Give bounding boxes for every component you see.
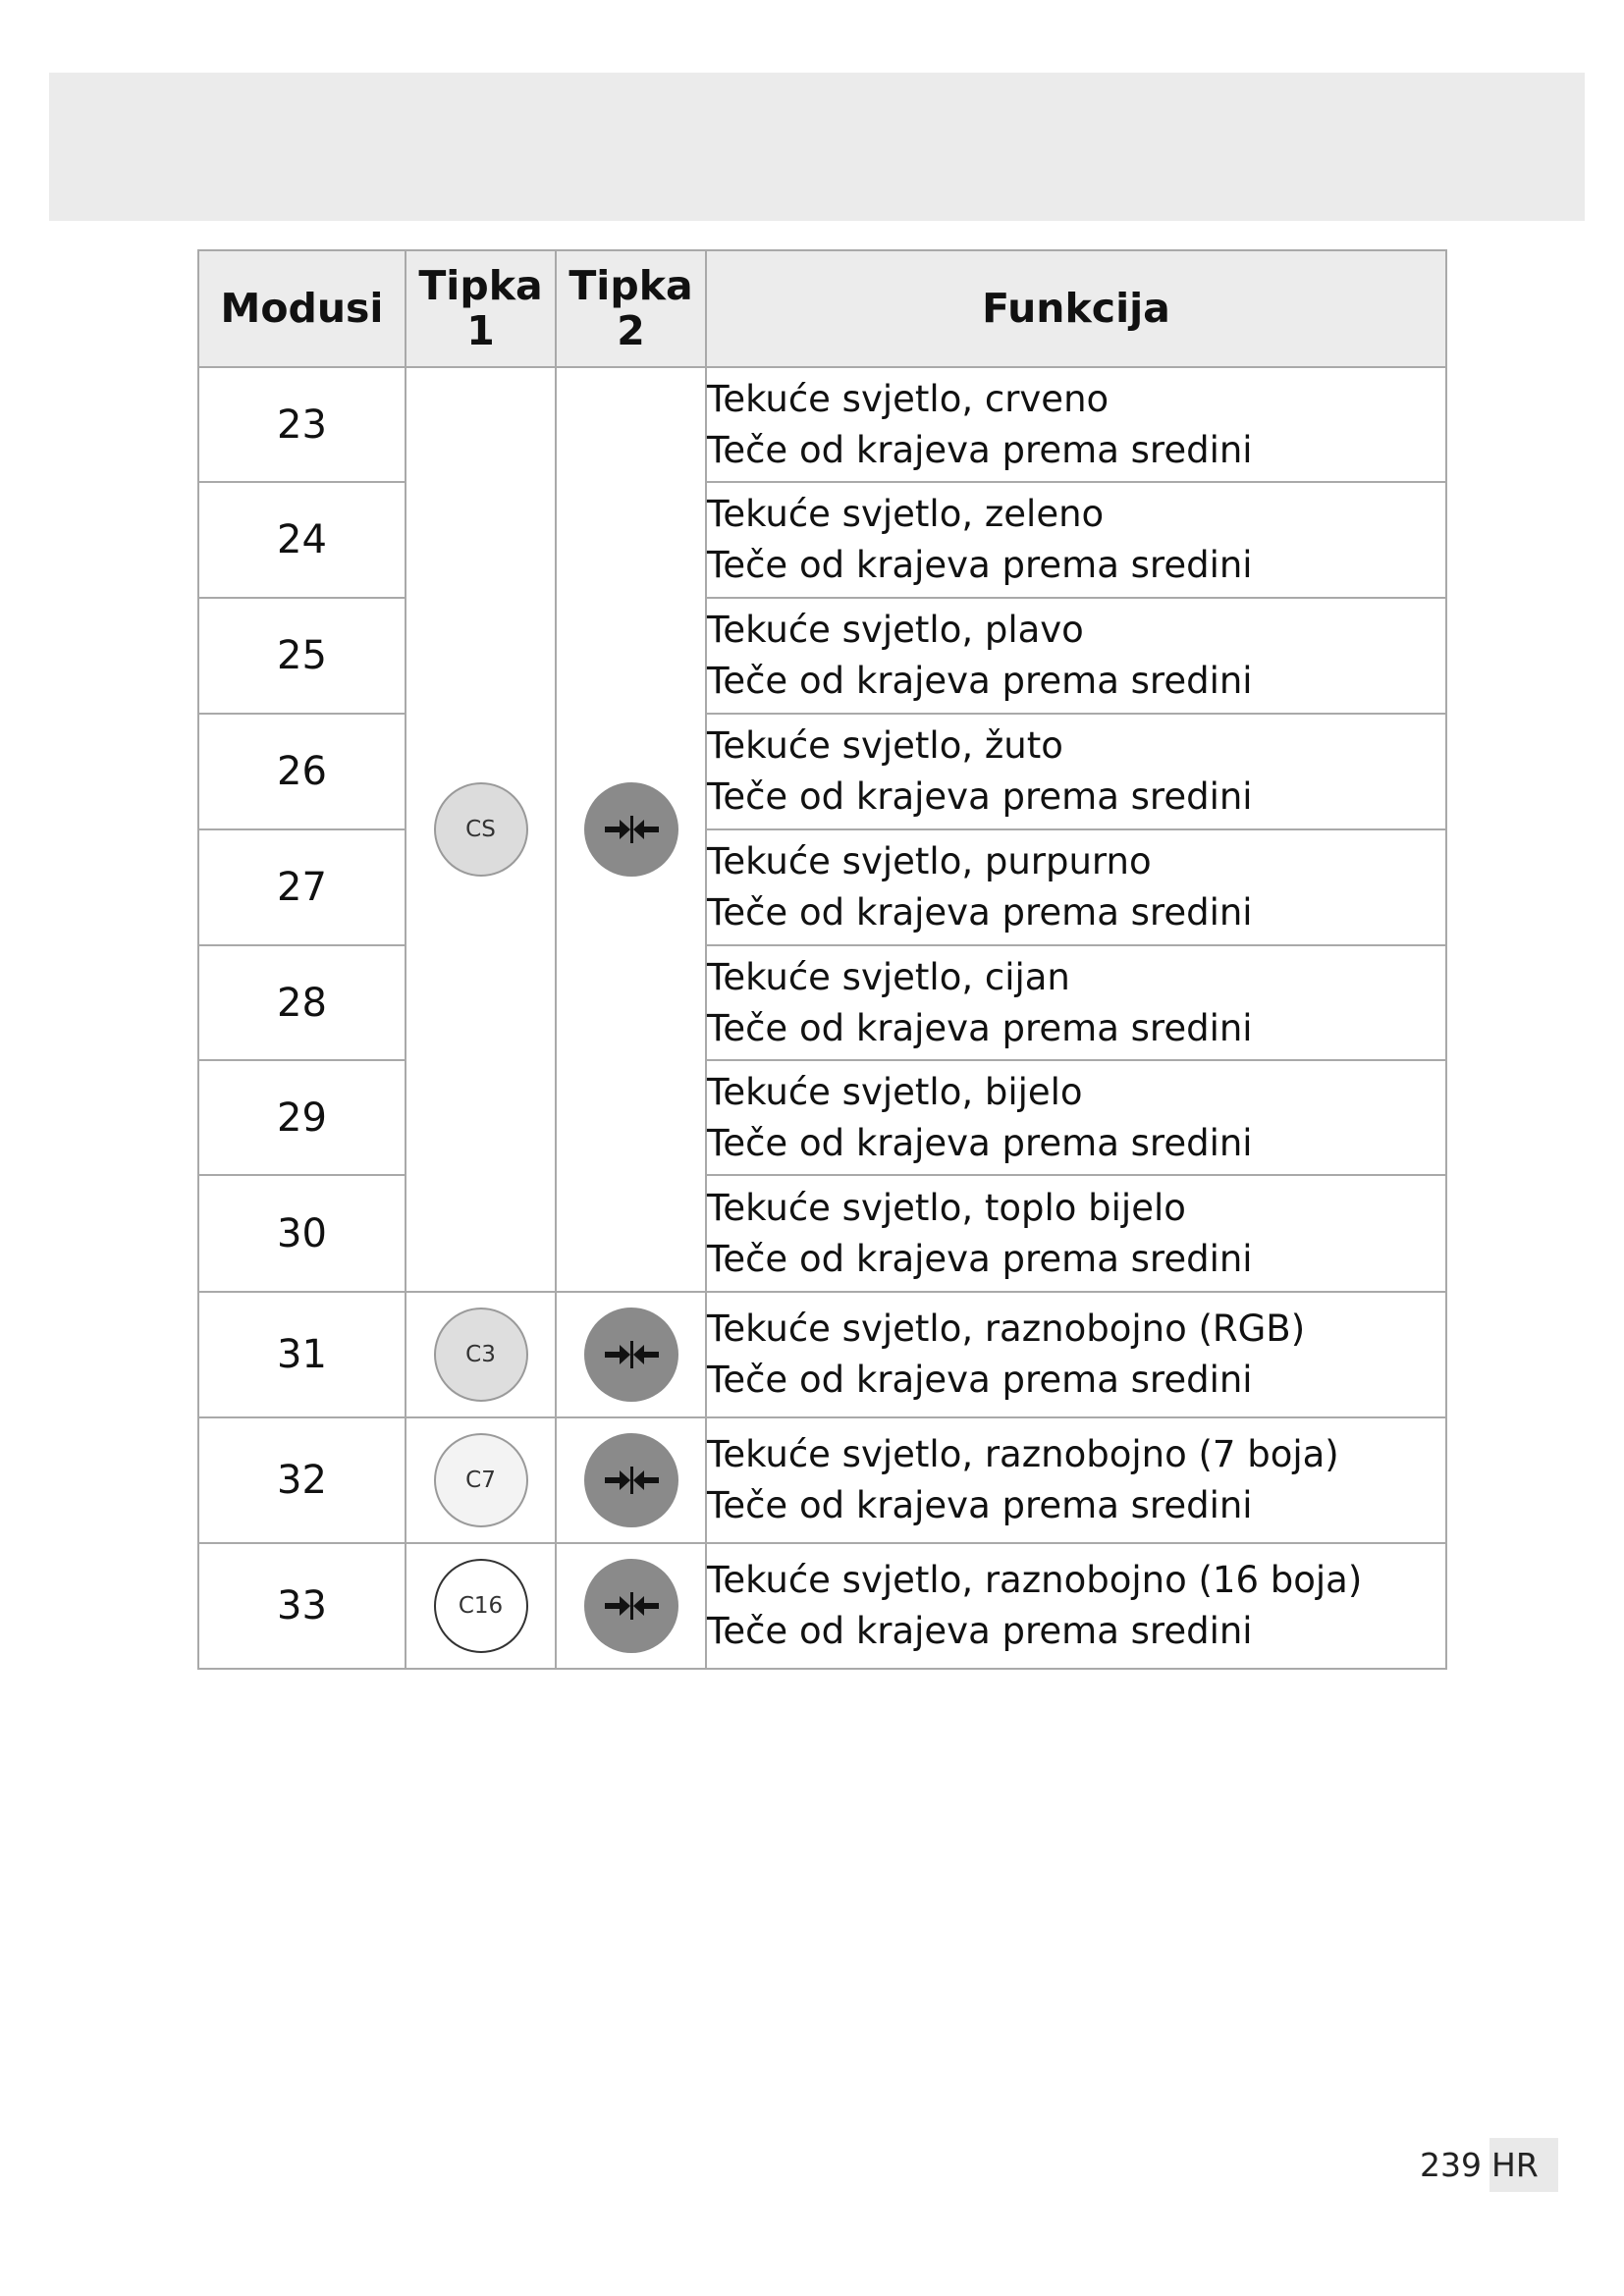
mode-number: 30 xyxy=(198,1175,406,1292)
c7-button-icon xyxy=(434,1433,528,1527)
function-cell: Tekuće svjetlo, zeleno Teče od krajeva prema sredini xyxy=(706,482,1446,598)
cs-label: CS xyxy=(465,817,496,842)
arrows-ends-to-center-icon xyxy=(584,1433,678,1527)
table-row xyxy=(198,714,1446,829)
arrows-ends-to-center-icon xyxy=(584,1308,678,1402)
function-cell: Tekuće svjetlo, raznobojno (16 boja) Teče od krajeva prema sredini xyxy=(706,1543,1446,1669)
function-cell: Tekuće svjetlo, raznobojno (RGB) Teče od krajeva prema sredini xyxy=(706,1292,1446,1417)
button-2-cell xyxy=(556,1292,706,1417)
function-cell: Tekuće svjetlo, plavo Teče od krajeva prema sredini xyxy=(706,598,1446,714)
c3-label: C3 xyxy=(465,1342,496,1367)
table-header-row xyxy=(198,250,1446,367)
mode-number: 23 xyxy=(198,367,406,482)
mode-number: 25 xyxy=(198,598,406,714)
header-function: Funkcija xyxy=(706,250,1446,367)
c3-button-icon xyxy=(434,1308,528,1402)
c16-label: C16 xyxy=(458,1593,504,1619)
header-modes: Modusi xyxy=(198,250,406,367)
button-2-cell xyxy=(556,367,706,1292)
table-row xyxy=(198,1060,1446,1175)
mode-number: 29 xyxy=(198,1060,406,1175)
c7-label: C7 xyxy=(465,1468,496,1493)
table-row xyxy=(198,1175,1446,1292)
function-cell: Tekuće svjetlo, bijelo Teče od krajeva prema sredini xyxy=(706,1060,1446,1175)
cs-button-icon xyxy=(434,782,528,877)
language-code: HR xyxy=(1489,2138,1558,2192)
header-button-2: Tipka 2 xyxy=(556,250,706,367)
c16-button-icon xyxy=(434,1559,528,1653)
table-row xyxy=(198,1417,1446,1543)
function-cell: Tekuće svjetlo, toplo bijelo Teče od krajeva prema sredini xyxy=(706,1175,1446,1292)
function-cell: Tekuće svjetlo, žuto Teče od krajeva prema sredini xyxy=(706,714,1446,829)
mode-number: 28 xyxy=(198,945,406,1060)
table-row xyxy=(198,1292,1446,1417)
arrows-ends-to-center-icon xyxy=(584,782,678,877)
button-2-cell xyxy=(556,1417,706,1543)
button-1-cell xyxy=(406,367,556,1292)
header-band xyxy=(49,73,1585,221)
function-cell: Tekuće svjetlo, cijan Teče od krajeva prema sredini xyxy=(706,945,1446,1060)
mode-number: 26 xyxy=(198,714,406,829)
button-2-cell xyxy=(556,1543,706,1669)
mode-number: 27 xyxy=(198,829,406,945)
table-row xyxy=(198,1543,1446,1669)
button-1-cell xyxy=(406,1292,556,1417)
table-row xyxy=(198,829,1446,945)
header-button-1: Tipka 1 xyxy=(406,250,556,367)
table-row xyxy=(198,367,1446,482)
button-1-cell xyxy=(406,1543,556,1669)
modes-table xyxy=(197,249,1447,1670)
function-cell: Tekuće svjetlo, purpurno Teče od krajeva prema sredini xyxy=(706,829,1446,945)
page-number xyxy=(1420,2134,1558,2195)
mode-number: 32 xyxy=(198,1417,406,1543)
table-row xyxy=(198,945,1446,1060)
table-row xyxy=(198,482,1446,598)
table-row xyxy=(198,598,1446,714)
arrows-ends-to-center-icon xyxy=(584,1559,678,1653)
mode-number: 31 xyxy=(198,1292,406,1417)
button-1-cell xyxy=(406,1417,556,1543)
mode-number: 24 xyxy=(198,482,406,598)
mode-number: 33 xyxy=(198,1543,406,1669)
function-cell: Tekuće svjetlo, raznobojno (7 boja) Teče od krajeva prema sredini xyxy=(706,1417,1446,1543)
function-cell: Tekuće svjetlo, crveno Teče od krajeva prema sredini xyxy=(706,367,1446,482)
page-number-value: 239 xyxy=(1420,2145,1482,2184)
